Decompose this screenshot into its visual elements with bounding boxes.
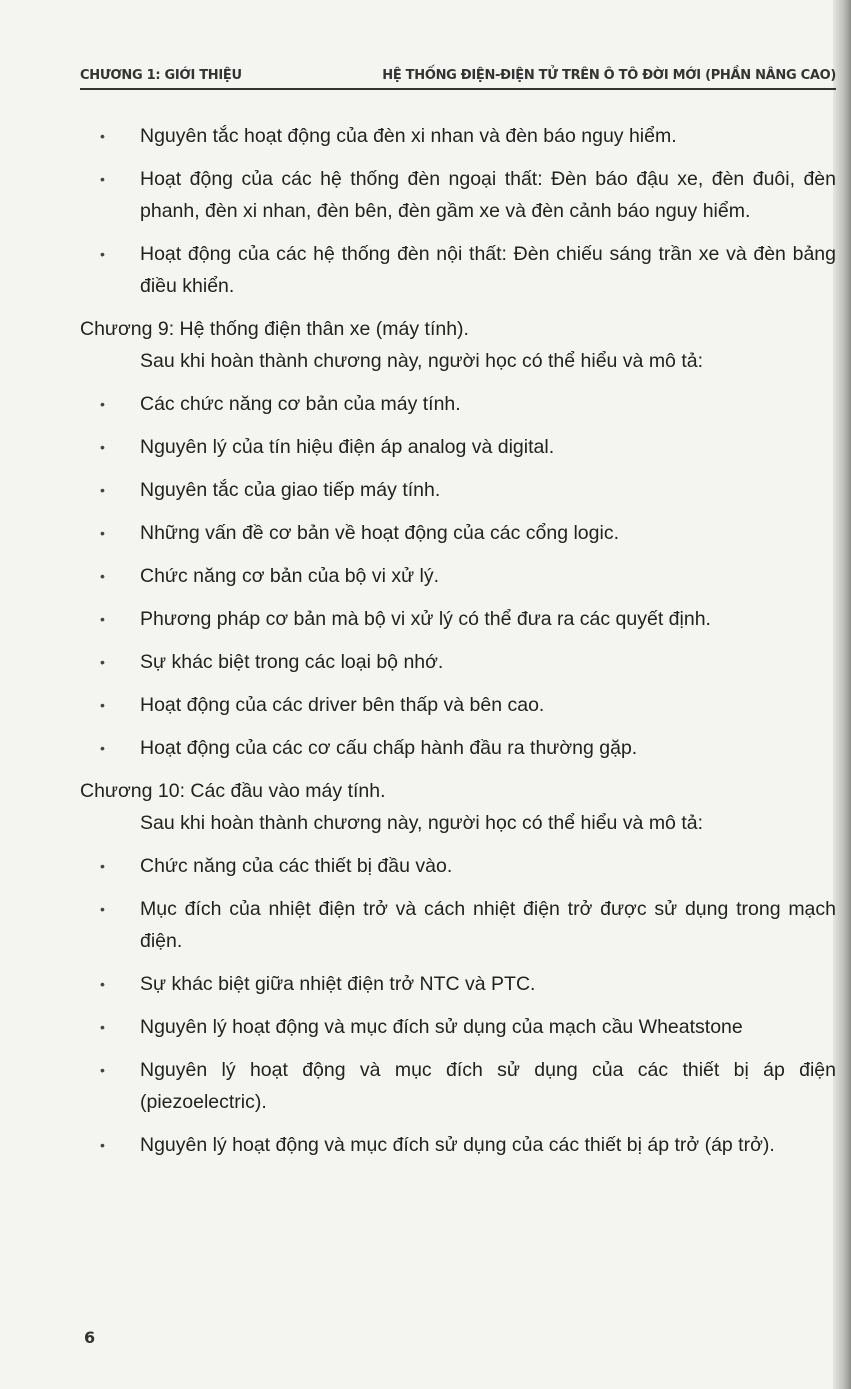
header-chapter: CHƯƠNG 1: GIỚI THIỆU — [80, 68, 242, 83]
bullet-icon: • — [100, 1019, 105, 1035]
list-item-text: Hoạt động của các hệ thống đèn nội thất: Đèn chiếu sáng trần xe và đèn bảng điều khiển. — [140, 243, 836, 297]
header-book-title: HỆ THỐNG ĐIỆN-ĐIỆN TỬ TRÊN Ô TÔ ĐỜI MỚI (PHẦN NÂNG CAO) — [382, 68, 836, 83]
list-item — [80, 1129, 840, 1161]
list-item — [80, 1054, 840, 1118]
list-item — [80, 517, 840, 549]
list-item — [80, 850, 840, 882]
list-item — [80, 689, 840, 721]
list-item-text: Nguyên lý hoạt động và mục đích sử dụng của các thiết bị áp trở (áp trở). — [140, 1134, 775, 1156]
list-item — [80, 732, 840, 764]
list-item — [80, 603, 840, 635]
chapter-9-title: Chương 9: Hệ thống điện thân xe (máy tính). — [80, 318, 469, 340]
bullet-icon: • — [100, 976, 105, 992]
list-item-text: Nguyên tắc hoạt động của đèn xi nhan và đèn báo nguy hiểm. — [140, 125, 677, 147]
bullet-icon: • — [100, 697, 105, 713]
bullet-icon: • — [100, 740, 105, 756]
bullet-icon: • — [100, 439, 105, 455]
list-item-text: Nguyên lý hoạt động và mục đích sử dụng của mạch cầu Wheatstone — [140, 1016, 743, 1038]
bullet-icon: • — [100, 901, 105, 917]
bullet-icon: • — [100, 171, 105, 187]
bullet-icon: • — [100, 128, 105, 144]
list-item — [80, 120, 840, 152]
list-item-text: Hoạt động của các hệ thống đèn ngoại thất: Đèn báo đậu xe, đèn đuôi, đèn phanh, đèn xi nhan, đèn bên, đèn gầm xe và đèn cảnh báo nguy hiểm. — [140, 168, 836, 222]
bullet-icon: • — [100, 396, 105, 412]
list-item-text: Nguyên tắc của giao tiếp máy tính. — [140, 479, 441, 501]
bullet-icon: • — [100, 611, 105, 627]
list-item-text: Chức năng cơ bản của bộ vi xử lý. — [140, 565, 440, 587]
bullet-icon: • — [100, 482, 105, 498]
list-item — [80, 646, 840, 678]
chapter-10-title: Chương 10: Các đầu vào máy tính. — [80, 780, 386, 802]
list-item — [80, 163, 840, 227]
bullet-icon: • — [100, 246, 105, 262]
bullet-icon: • — [100, 1137, 105, 1153]
chapter-9-intro: Sau khi hoàn thành chương này, người học có thể hiểu và mô tả: — [140, 350, 704, 372]
list-item — [80, 968, 840, 1000]
running-header — [80, 66, 836, 90]
list-item-text: Mục đích của nhiệt điện trở và cách nhiệt điện trở được sử dụng trong mạch điện. — [140, 898, 836, 952]
bullet-icon: • — [100, 568, 105, 584]
list-item-text: Hoạt động của các cơ cấu chấp hành đầu ra thường gặp. — [140, 737, 638, 759]
list-item-text: Sự khác biệt giữa nhiệt điện trở NTC và PTC. — [140, 973, 536, 995]
bullet-icon: • — [100, 1062, 105, 1078]
list-item-text: Nguyên lý hoạt động và mục đích sử dụng của các thiết bị áp điện (piezoelectric). — [140, 1059, 836, 1113]
list-item-text: Phương pháp cơ bản mà bộ vi xử lý có thể đưa ra các quyết định. — [140, 608, 711, 630]
list-item — [80, 1011, 840, 1043]
list-item — [80, 388, 840, 420]
list-item — [80, 238, 840, 302]
list-item — [80, 431, 840, 463]
list-item — [80, 474, 840, 506]
page-body — [80, 120, 840, 1172]
bullet-icon: • — [100, 525, 105, 541]
list-item — [80, 893, 840, 957]
list-item-text: Những vấn đề cơ bản về hoạt động của các cổng logic. — [140, 522, 619, 544]
chapter-10-intro: Sau khi hoàn thành chương này, người học có thể hiểu và mô tả: — [140, 812, 704, 834]
bullet-icon: • — [100, 858, 105, 874]
list-item-text: Hoạt động của các driver bên thấp và bên cao. — [140, 694, 545, 716]
list-item — [80, 560, 840, 592]
list-item-text: Các chức năng cơ bản của máy tính. — [140, 393, 461, 415]
list-item-text: Sự khác biệt trong các loại bộ nhớ. — [140, 651, 444, 673]
list-item-text: Chức năng của các thiết bị đầu vào. — [140, 855, 453, 877]
page-number: 6 — [84, 1328, 96, 1347]
list-item-text: Nguyên lý của tín hiệu điện áp analog và digital. — [140, 436, 555, 458]
bullet-icon: • — [100, 654, 105, 670]
